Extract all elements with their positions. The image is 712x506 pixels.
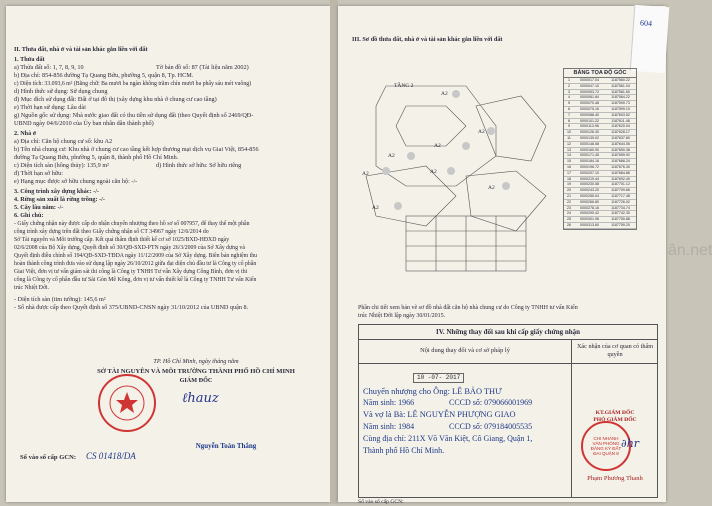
note-line: trúc Nhiệt Đới.	[14, 285, 50, 291]
coordinate-cell: 1187742.30	[611, 211, 630, 216]
block-label: A2	[430, 169, 437, 175]
floor-label: TẦNG 2	[394, 83, 414, 89]
certificate-left-page	[6, 6, 330, 502]
coordinate-cell: 2	[568, 83, 570, 88]
signer-name: Nguyễn Toàn Thắng	[195, 442, 257, 450]
apartment-address: a) Địa chỉ: Căn hộ chung cư số: khu A2	[14, 138, 113, 145]
coordinate-cell: 23	[567, 205, 571, 210]
page-fold	[330, 0, 338, 504]
coordinate-cell: 1187759.20	[611, 222, 630, 227]
plot-number: a) Thửa đất số: 1, 7, 8, 9, 10	[14, 64, 84, 71]
usage-form: d) Hình thức sử dụng: Sử dụng chung	[14, 88, 108, 95]
coordinate-cell: 0000088.40	[580, 112, 599, 117]
coordinate-cell: 0000230.58	[580, 182, 599, 187]
other-construction: 3. Công trình xây dựng khác: -/-	[14, 188, 100, 195]
coordinate-cell: 1187734.74	[611, 205, 630, 210]
cert-number-label: Số vào sổ cấp GCN:	[20, 454, 77, 461]
coordinate-cell: 1187590.73	[611, 101, 630, 106]
divider	[359, 363, 657, 364]
coordinate-cell: 0000243.20	[580, 188, 599, 193]
coordinate-cell: 0000278.16	[580, 205, 599, 210]
note-line: hoàn thành công trình đưa vào sử dụng lập ngày 26/10/2012 giữa đại diện chủ đầu tư là Công ty cổ phần	[14, 261, 257, 267]
coordinate-cell: 25	[567, 217, 571, 222]
coordinate-cell: 1187726.02	[611, 199, 630, 204]
handwritten-signature: ∂hr	[621, 437, 640, 450]
note-line: Giai Việt, đơn vị tư vấn giám sát thi công là Công ty TNHH Tư vấn Xây dựng Công Bình, đơn vị thi	[14, 269, 248, 275]
coordinate-cell: 16	[567, 164, 571, 169]
coordinate-cell: 26	[567, 222, 571, 227]
coordinate-cell: 10	[567, 130, 571, 135]
coordinate-cell: 0000070.48	[580, 101, 599, 106]
floor-plan-diagram	[346, 66, 560, 286]
date-stamp: 10 -07- 2017	[413, 373, 464, 383]
address-cont: Thành phố Hồ Chí Minh.	[363, 446, 445, 455]
coordinate-cell: 13	[567, 147, 571, 152]
coordinate-cell: 21	[567, 193, 571, 198]
coordinate-cell: 24	[567, 211, 571, 216]
coordinate-cell: 15	[567, 159, 571, 164]
section-heading: III. Sơ đồ thửa đất, nhà ở và tài sản khác gắn liền với đất	[352, 36, 503, 43]
ownership-term: đ) Thời hạn sở hữu:	[14, 170, 63, 177]
coordinate-cell: 1187659.92	[611, 153, 630, 158]
note-number: 604	[639, 18, 653, 29]
coordinate-cell: 9	[568, 124, 570, 129]
coordinate-cell: 0000313.60	[580, 222, 599, 227]
house-number-note: - Số nhà được cấp theo Quyết định số 375/UBND-CNSN ngày 31/10/2012 của UBND quận 8.	[14, 304, 249, 311]
coordinate-cell: 1	[568, 78, 570, 82]
signer-role: GIÁM ĐỐC	[179, 377, 213, 384]
coordinate-cell: 0000101.22	[580, 118, 599, 123]
block-label: A2	[362, 171, 369, 177]
floor-area: c) Diện tích sàn (hông thủy): 135,9 m²	[14, 162, 109, 169]
coordinate-cell: 0000196.72	[580, 164, 599, 169]
footer-label: Số vào sổ cấp GCN:	[358, 499, 404, 505]
coordinate-cell: 0000266.80	[580, 199, 599, 204]
note-line: công là Công ty cổ phần đầu tư Sài Gòn Mê Kông, đơn vị tư vấn thiết kế là Công ty TNHH Tư vấn Kiến	[14, 277, 257, 283]
seal-emblem-icon	[107, 383, 147, 423]
spouse: Và vợ là Bà: LÊ NGUYỄN PHƯỢNG GIAO	[363, 410, 516, 419]
plan-note-cont: trúc Nhiệt Đới lập ngày 30/01/2015.	[358, 313, 446, 319]
house-title: 2. Nhà ở	[14, 130, 37, 137]
notes-title: 6. Ghi chú:	[14, 212, 44, 219]
coordinate-cell: 3	[568, 89, 570, 94]
map-sheet: Tờ bản đồ số: 87 (Tài liệu năm 2002)	[156, 64, 249, 71]
building-name-cont: đường Tạ Quang Bửu, phường 5, quận 8, thành phố Hồ Chí Minh.	[14, 154, 179, 161]
coordinate-cell: 0000207.10	[580, 170, 599, 175]
coordinate-cell: 1187692.40	[611, 176, 630, 181]
changes-title: IV. Những thay đổi sau khi cấp giấy chứng nhận	[435, 328, 581, 336]
coordinate-cell: 1187560.22	[611, 78, 630, 82]
handwritten-signature: ℓhauz	[182, 391, 219, 406]
attached-note	[630, 5, 670, 73]
note-line: công trình xây dựng trên đất theo Giấy chứng nhận số CT 34967 ngày 12/6/2014 do	[14, 229, 209, 235]
coordinate-cell: 20	[567, 188, 571, 193]
coordinate-cell: 0000017.04	[580, 78, 599, 82]
column-header: Xác nhận của cơ quan có thẩm quyền	[576, 343, 654, 358]
address: Cùng địa chỉ: 211X Võ Văn Kiệt, Cô Giang, Quận 1,	[363, 434, 533, 443]
issuer-role: KT.GIÁM ĐỐC	[595, 410, 635, 416]
coordinate-cell: 18	[567, 176, 571, 181]
building-name: b) Tên nhà chung cư: Khu nhà ở chung cư cao tầng kết hợp thương mại dịch vụ Giai Việt, 854-856	[14, 146, 259, 153]
coordinate-cell: 4	[568, 95, 570, 100]
coordinate-cell: 1187717.48	[611, 193, 630, 198]
wall-area-note: - Diện tích sàn (tim tường): 145,6 m²	[14, 296, 106, 303]
transferee: Chuyển nhượng cho Ông: LÊ BẢO THƯ	[363, 387, 502, 396]
coordinate-cell: 0000061.84	[580, 95, 599, 100]
coordinate-cell: 1187637.80	[611, 135, 630, 140]
note-line: Quyết định điều chỉnh số 194/QĐ-SXD-TĐDA ngày 11/12/2009 của Sở Xây dựng. Biên bản nghiệm thu	[14, 253, 257, 259]
coordinate-cell: 0000075.16	[580, 106, 599, 111]
coordinate-cell: 6	[568, 106, 570, 111]
coordinate-cell: 0000290.42	[580, 211, 599, 216]
coordinate-cell: 1187709.66	[611, 188, 630, 193]
coordinate-cell: 0000219.44	[580, 176, 599, 181]
coordinate-cell: 1187599.10	[611, 106, 630, 111]
coordinate-cell: 1187668.24	[611, 159, 630, 164]
coordinate-cell: 0000160.90	[580, 147, 599, 152]
usage-purpose: đ) Mục đích sử dụng đất: Đất ở tại đô thị (xây dựng khu nhà ở chung cư cao tầng)	[14, 96, 217, 103]
issuer-name: Phạm Phương Thanh	[587, 475, 643, 482]
coordinate-cell: 1187701.12	[611, 182, 630, 187]
note-line: 02/6/2008 của Bộ Xây dựng, Quyết định số 30/QĐ-SXD-PTN ngày 26/3/2009 của Sở Xây dựng và	[14, 245, 245, 251]
changes-box	[358, 324, 658, 498]
watermark: ân.net	[668, 242, 712, 259]
coordinate-cell: 0000139.02	[580, 135, 599, 140]
block-label: A2	[488, 185, 495, 191]
column-header: Nội dung thay đổi và cơ sở pháp lý	[420, 347, 510, 354]
coordinate-cell: 0000301.96	[580, 217, 599, 222]
coordinate-cell: 1187611.48	[611, 118, 630, 123]
issuer-role: PHÓ GIÁM ĐỐC	[593, 417, 637, 423]
block-label: A2	[388, 153, 395, 159]
block-label: A2	[372, 205, 379, 211]
coordinate-cell: 7	[568, 112, 570, 117]
coordinate-cell: 11	[567, 135, 571, 140]
coordinate-cell: 1187650.38	[611, 147, 630, 152]
issuing-agency: SỞ TÀI NGUYÊN VÀ MÔI TRƯỜNG THÀNH PHỐ HỒ CHÍ MINH	[97, 368, 295, 375]
coordinate-cell: 1187603.52	[611, 112, 630, 117]
usage-term: e) Thời hạn sử dụng: Lâu dài	[14, 104, 86, 111]
coordinate-table-title: BẢNG TỌA ĐỘ GÓC	[564, 69, 636, 78]
usage-origin-cont: UBND ngày 04/6/2010 của Ủy ban nhân dân thành phố)	[14, 120, 154, 127]
coordinate-row	[564, 223, 636, 229]
coordinate-cell: 0000126.30	[580, 130, 599, 135]
coordinate-cell: 22	[567, 199, 571, 204]
coordinate-cell: 8	[568, 118, 570, 123]
coordinate-cell: 19	[567, 182, 571, 187]
plot-area: c) Diện tích: 33.093,6 m² (Bằng chữ: Ba mươi ba ngàn không trăm chín mươi ba phẩy sáu mét vuông)	[14, 81, 252, 87]
block-label: A2	[441, 91, 448, 97]
coordinate-cell: 0000113.96	[580, 124, 599, 129]
coordinate-cell: 1187581.60	[611, 89, 630, 94]
coordinate-cell: 0000148.58	[580, 141, 599, 146]
cert-number: CS 01418/DA	[86, 451, 136, 461]
common-items: e) Hạng mục được sở hữu chung ngoài căn hộ: -/-	[14, 178, 138, 185]
coordinate-cell: 5	[568, 101, 570, 106]
plan-note: Phần chi tiết xem bản vẽ sơ đồ nhà đất căn hộ nhà chung cư do Công ty TNHH tư vấn Kiến	[358, 305, 578, 311]
ownership-form: d) Hình thức sở hữu: Sở hữu riêng	[156, 162, 242, 169]
place-date: TP. Hồ Chí Minh, ngày tháng năm	[153, 358, 239, 365]
coordinate-cell: 14	[567, 153, 571, 158]
plot-address: b) Địa chỉ: 854-856 đường Tạ Quang Bửu, phường 5, quận 8, Tp. HCM.	[14, 72, 194, 79]
coordinate-cell: 1187561.04	[611, 83, 630, 88]
block-label: A2	[478, 129, 485, 135]
coordinate-cell: 1187684.86	[611, 170, 630, 175]
coordinate-cell: 1187644.06	[611, 141, 630, 146]
id-number: CCCD số: 079184005535	[449, 422, 533, 431]
note-line: - Giấy chứng nhận này được cấp do nhận chuyển nhượng theo hồ sơ số 007957, để thay thế một phần	[14, 221, 250, 227]
birth-year: Năm sinh: 1984	[363, 422, 415, 431]
perennial-trees: 5. Cây lâu năm: -/-	[14, 204, 64, 211]
official-seal	[98, 374, 156, 432]
coordinate-cell: 0000047.10	[580, 83, 599, 88]
coordinate-cell: 1187628.17	[611, 130, 630, 135]
usage-origin: g) Nguồn gốc sử dụng: Nhà nước giao đất có thu tiền sử dụng đất (theo Quyết định số 2469/QĐ-	[14, 112, 254, 119]
coordinate-cell: 0000255.04	[580, 193, 599, 198]
coordinate-cell: 0000171.45	[580, 153, 599, 158]
certificate-right-page	[338, 6, 712, 505]
coordinate-cell: 0000053.72	[580, 89, 599, 94]
coordinate-cell: 17	[567, 170, 571, 175]
forest-land: 4. Rừng sản xuất là rừng trồng: -/-	[14, 196, 105, 203]
coordinate-table-body	[564, 78, 636, 229]
divider	[359, 339, 657, 340]
note-line: Sở Tài nguyên và Môi trường cấp. Kết quả thẩm định thiết kế cơ sở 1025/BXD-HĐXD ngày	[14, 237, 230, 243]
block-label: A2	[434, 143, 441, 149]
coordinate-cell: 1187676.30	[611, 164, 630, 169]
section-heading: II. Thửa đất, nhà ở và tài sản khác gắn liền với đất	[14, 46, 148, 53]
coordinate-cell: 1187584.22	[611, 95, 630, 100]
seal-text: CHI NHÁNH VĂN PHÒNG ĐĂNG KÝ ĐẤT ĐAI QUẬN 8	[590, 436, 622, 456]
id-number: CCCD số: 079066001969	[449, 398, 533, 407]
coordinate-cell: 0000184.16	[580, 159, 599, 164]
coordinate-cell: 12	[567, 141, 571, 146]
coordinate-table	[563, 68, 637, 230]
land-plot-title: 1. Thửa đất	[14, 56, 45, 63]
coordinate-cell: 1187750.88	[611, 217, 630, 222]
coordinate-cell: 1187620.04	[611, 124, 630, 129]
birth-year: Năm sinh: 1966	[363, 398, 415, 407]
